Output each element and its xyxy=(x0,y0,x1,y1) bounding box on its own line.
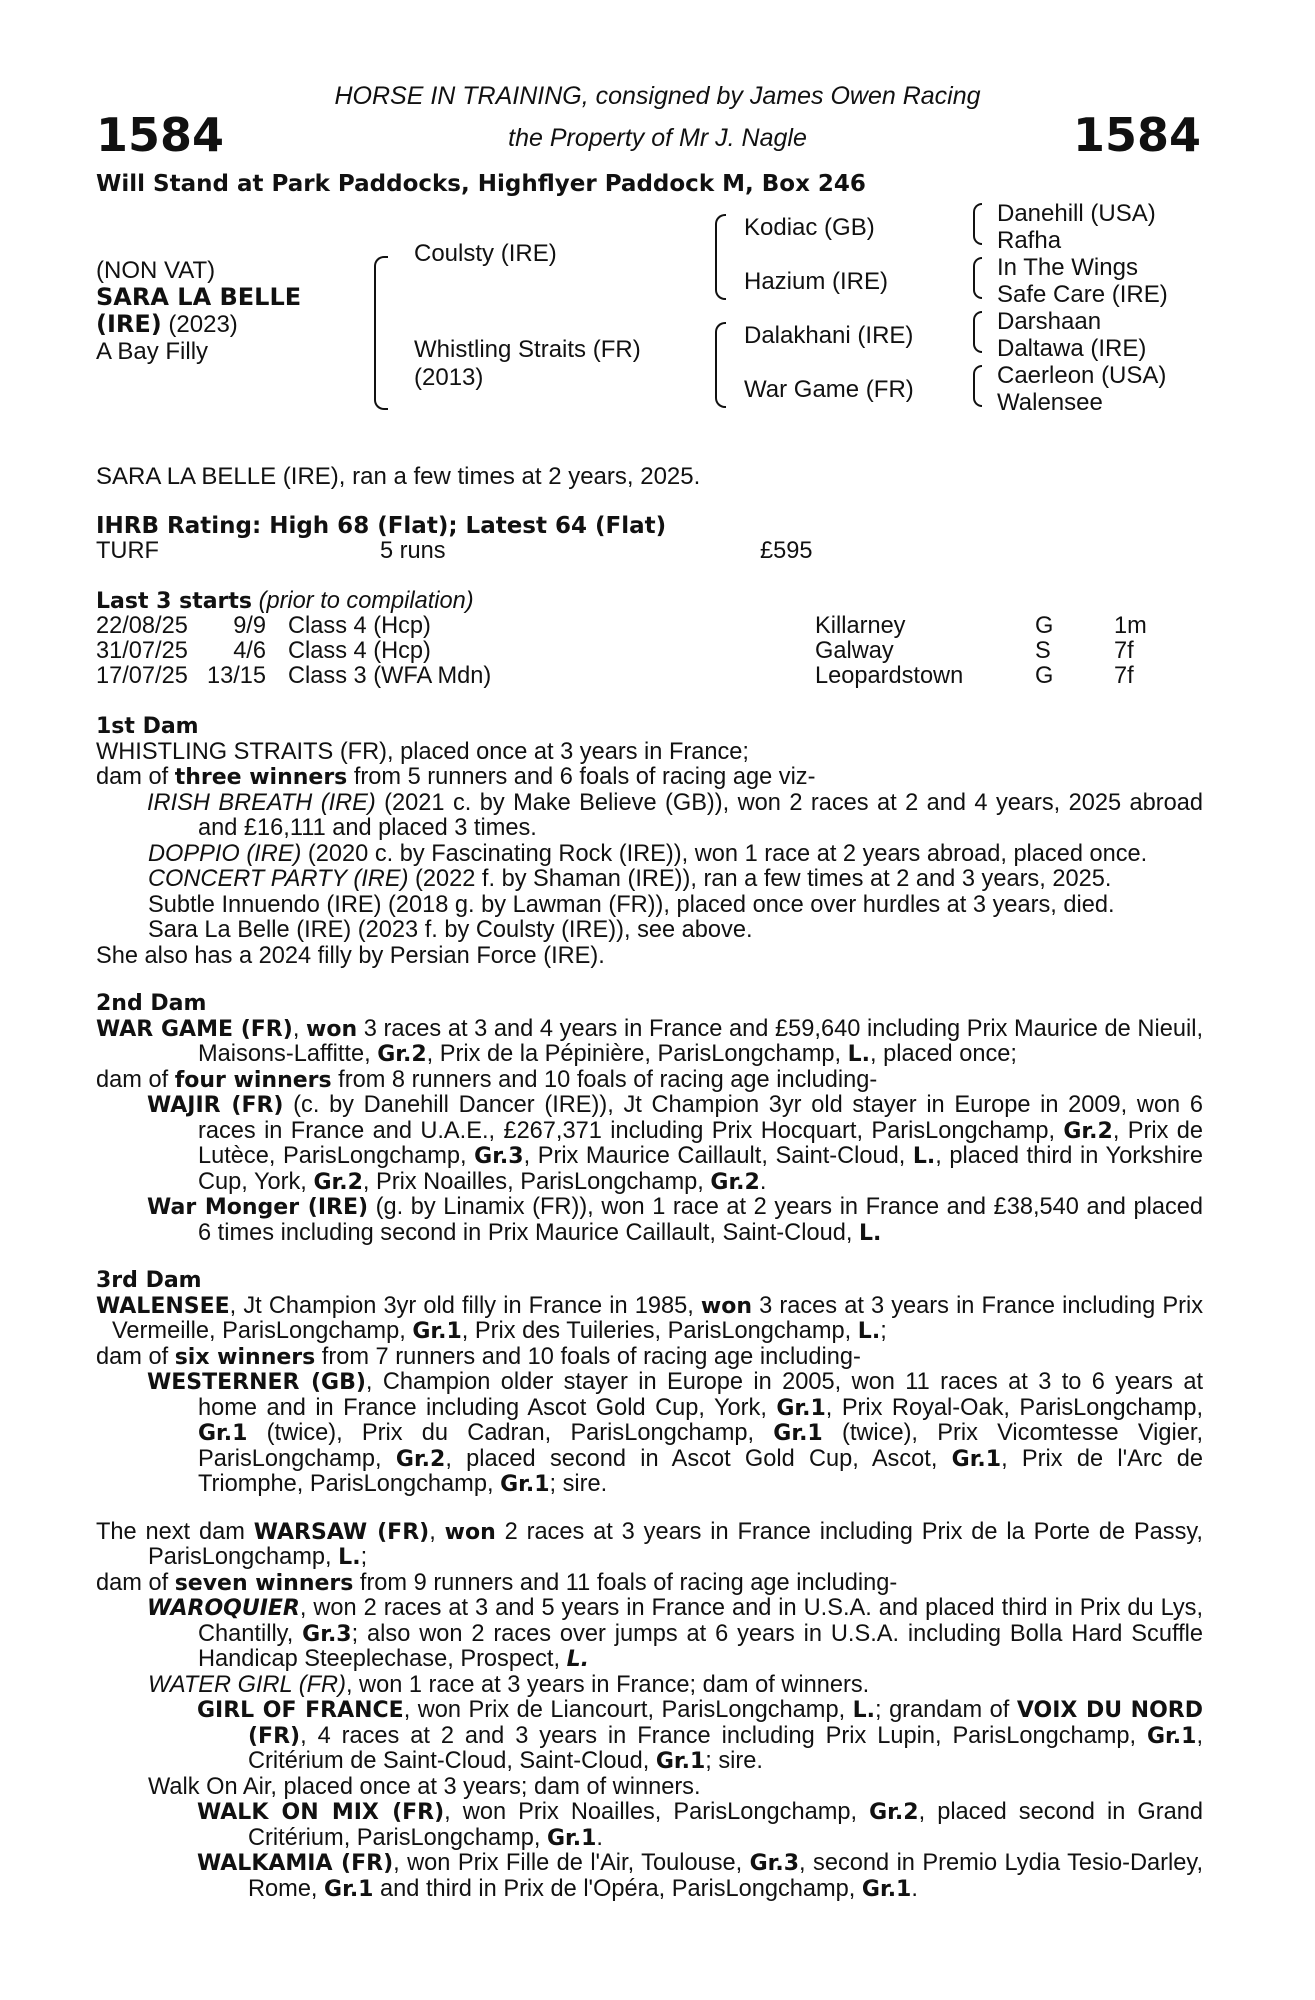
t: 3 races at 3 and 4 years in France and £59,640 including Prix Maurice de Nieuil, Maisons-Laffitte, xyxy=(198,1015,1203,1067)
t: (2021 c. by Make Believe (GB)), won 2 races at 2 and 4 years, 2025 abroad and £16,111 and placed 3 times. xyxy=(198,789,1203,841)
surface: TURF xyxy=(96,538,159,564)
won-label: won xyxy=(306,1016,358,1042)
dam-sire: Dalakhani (IRE) xyxy=(744,322,914,349)
dam-dam: War Game (FR) xyxy=(744,376,914,403)
t: . xyxy=(596,1824,603,1851)
horse-description: A Bay Filly xyxy=(96,338,209,365)
t: (g. by Linamix (FR)), won 1 race at 2 years in France and £38,540 and placed 6 times including second in Prix Maurice Caillault, Saint-Cloud, xyxy=(198,1194,1203,1246)
gen3-3: In The Wings xyxy=(997,254,1138,281)
t: ; xyxy=(360,1544,368,1570)
runs: 5 runs xyxy=(380,538,446,564)
grade: Gr.1 xyxy=(546,1825,597,1851)
offspring-irish-breath xyxy=(96,791,1203,842)
t: , placed second in Ascot Gold Cup, Ascot, xyxy=(445,1445,952,1472)
t: , placed second in Grand Critérium, ParisLongchamp, xyxy=(248,1799,1203,1851)
grade: L. xyxy=(857,1319,881,1344)
t: , won Prix Fille de l'Air, Toulouse, xyxy=(393,1850,750,1876)
t: , Critérium de Saint-Cloud, Saint-Cloud, xyxy=(248,1722,1203,1774)
grade: L. xyxy=(852,1698,876,1723)
start-going: S xyxy=(1035,638,1051,664)
last-starts-title: Last 3 starts xyxy=(96,589,253,614)
lot-number-right: 1584 xyxy=(1072,108,1201,162)
t: (twice), Prix Vicomtesse Vigier, ParisLongchamp, xyxy=(198,1420,1203,1472)
t: from 7 runners and 10 foals of racing age including- xyxy=(315,1343,861,1370)
grade: L. xyxy=(912,1144,936,1169)
offspring-westerner xyxy=(96,1370,1203,1498)
start-dist: 7f xyxy=(1114,663,1134,689)
start-course: Galway xyxy=(815,638,894,664)
t: , placed third in Yorkshire Cup, York, xyxy=(198,1143,1203,1195)
rating-title: IHRB Rating: High 68 (Flat); Latest 64 (Flat) xyxy=(96,513,667,539)
t: , Champion older stayer in Europe in 2005, won 11 races at 3 to 6 years at home and in France including Ascot Gold Cup, York, xyxy=(198,1369,1204,1421)
grade: Gr.3 xyxy=(302,1621,352,1647)
pedigree-bracket-sire xyxy=(715,214,726,300)
grade: Gr.1 xyxy=(1147,1723,1197,1749)
offspring-water-girl xyxy=(96,1673,1203,1699)
offspring-war-monger xyxy=(96,1195,1203,1246)
pedigree-bracket-g3 xyxy=(973,311,982,353)
t: , won 2 races at 3 and 5 years in France and in U.S.A. and placed third in Prix du Lys, Chantilly, xyxy=(198,1595,1203,1647)
t: , Prix de l'Arc de Triomphe, ParisLongchamp, xyxy=(198,1445,1203,1497)
t: , xyxy=(292,1015,307,1042)
pedigree-bracket-g1 xyxy=(973,203,982,245)
offspring-walkamia xyxy=(96,1851,1203,1902)
offspring-name: WAJIR (FR) xyxy=(147,1093,284,1118)
third-dam-line xyxy=(96,1294,1203,1345)
winners-count: three winners xyxy=(174,765,348,790)
t: , won Prix de Liancourt, ParisLongchamp, xyxy=(403,1697,853,1723)
grade: Gr.1 xyxy=(951,1446,1002,1472)
winners-count: four winners xyxy=(174,1067,332,1093)
grade: Gr.1 xyxy=(198,1421,248,1446)
grade: Gr.3 xyxy=(749,1851,800,1876)
won-label: won xyxy=(700,1293,753,1319)
dam-name: WAR GAME (FR) xyxy=(96,1016,293,1042)
earnings: £595 xyxy=(760,538,813,564)
start-course: Killarney xyxy=(815,613,906,639)
gen3-2: Rafha xyxy=(997,227,1062,254)
t: 3 races at 3 years in France including Prix Vermeille, ParisLongchamp, xyxy=(112,1292,1203,1344)
lot-number-left: 1584 xyxy=(96,108,225,162)
offspring-walk-on-mix xyxy=(96,1800,1203,1851)
offspring-doppio xyxy=(96,842,1203,868)
gen3-4: Safe Care (IRE) xyxy=(997,281,1168,308)
grandchild-name: VOIX DU NORD (FR) xyxy=(248,1698,1203,1749)
pedigree-bracket-dam xyxy=(715,322,726,408)
property-line: the Property of Mr J. Nagle xyxy=(508,124,807,152)
t: , Prix des Tuileries, ParisLongchamp, xyxy=(461,1318,858,1344)
next-dam-line xyxy=(96,1520,1203,1571)
first-dam-line: WHISTLING STRAITS (FR), placed once at 3 years in France; xyxy=(96,738,749,765)
sire: Coulsty (IRE) xyxy=(414,240,557,267)
t: , Prix Maurice Caillault, Saint-Cloud, xyxy=(523,1143,913,1169)
gen3-5: Darshaan xyxy=(997,308,1102,335)
start-going: G xyxy=(1035,613,1054,639)
t: (twice), Prix du Cadran, ParisLongchamp, xyxy=(247,1420,774,1446)
sire-sire: Kodiac (GB) xyxy=(744,214,875,241)
t: dam of xyxy=(96,1569,175,1596)
gen3-8: Walensee xyxy=(997,389,1103,416)
start-dist: 1m xyxy=(1114,613,1147,639)
second-dam-produce xyxy=(96,1068,1203,1094)
t: , second in Premio Lydia Tesio-Darley, Rome, xyxy=(248,1850,1204,1902)
dam-name: WARSAW (FR) xyxy=(253,1519,430,1545)
horse-country: (IRE) xyxy=(96,310,162,338)
winners-count: seven winners xyxy=(174,1570,354,1596)
horse-name: SARA LA BELLE xyxy=(96,283,302,311)
t: dam of xyxy=(96,764,175,790)
t: , Jt Champion 3yr old filly in France in 1985, xyxy=(229,1292,701,1319)
first-dam-heading: 1st Dam xyxy=(96,714,199,739)
start-date: 22/08/25 xyxy=(96,613,188,639)
pedigree-bracket-g4 xyxy=(973,365,982,407)
dam: Whistling Straits (FR) xyxy=(414,336,641,363)
start-date: 17/07/25 xyxy=(96,663,188,689)
t: The next dam xyxy=(96,1518,254,1545)
offspring-name: WATER GIRL (FR) xyxy=(148,1671,346,1698)
offspring-name: WAROQUIER xyxy=(147,1596,300,1621)
consignor-line: HORSE IN TRAINING, consigned by James Owen Racing xyxy=(334,82,981,110)
t: from 9 runners and 11 foals of racing age including- xyxy=(353,1569,898,1596)
vat-status: (NON VAT) xyxy=(96,257,216,284)
start-pos: 9/9 xyxy=(233,613,266,639)
gen3-7: Caerleon (USA) xyxy=(997,362,1167,389)
t: . xyxy=(759,1168,767,1195)
pedigree-bracket-g2 xyxy=(973,257,982,299)
offspring-name: WALK ON MIX (FR) xyxy=(197,1800,445,1825)
t: (2022 f. by Shaman (IRE)), ran a few times at 2 and 3 years, 2025. xyxy=(408,866,1112,892)
race-summary: SARA LA BELLE (IRE), ran a few times at 2 years, 2025. xyxy=(96,463,701,490)
offspring-subtle-innuendo: Subtle Innuendo (IRE) (2018 g. by Lawman (FR)), placed once over hurdles at 3 years, died. xyxy=(148,891,1115,918)
third-dam-produce xyxy=(96,1345,1203,1371)
t: ; also won 2 races over jumps at 6 years in U.S.A. including Bolla Hard Scuffle Handicap Steeplechase, Prospect, xyxy=(198,1620,1203,1672)
t: , Prix de la Pépinière, ParisLongchamp, xyxy=(426,1041,848,1067)
t: dam of xyxy=(96,1066,175,1093)
grade: L. xyxy=(858,1220,882,1246)
winners-count: six winners xyxy=(174,1344,316,1370)
t: (2020 c. by Fascinating Rock (IRE)), won 1 race at 2 years abroad, placed once. xyxy=(301,840,1148,867)
grade: Gr.1 xyxy=(324,1876,374,1902)
grade: Gr.3 xyxy=(474,1144,524,1169)
start-race: Class 3 (WFA Mdn) xyxy=(288,663,492,689)
gen3-6: Daltawa (IRE) xyxy=(997,335,1147,362)
offspring-name: War Monger (IRE) xyxy=(147,1195,369,1220)
sire-dam: Hazium (IRE) xyxy=(744,268,889,295)
grade: L. xyxy=(338,1545,361,1570)
t: dam of xyxy=(96,1343,175,1370)
offspring-name: CONCERT PARTY (IRE) xyxy=(148,866,409,892)
t: . xyxy=(911,1875,918,1902)
pedigree-notes xyxy=(96,714,1203,1902)
t: 2 races at 3 years in France including Prix de la Porte de Passy, ParisLongchamp, xyxy=(148,1518,1203,1570)
t: ; grandam of xyxy=(875,1697,1017,1723)
won-label: won xyxy=(444,1519,496,1545)
offspring-name: GIRL OF FRANCE xyxy=(197,1698,404,1723)
grade: Gr.1 xyxy=(776,1395,826,1421)
start-date: 31/07/25 xyxy=(96,638,188,664)
offspring-name: WESTERNER (GB) xyxy=(147,1370,366,1395)
t: ; sire. xyxy=(549,1471,608,1497)
offspring-concert-party xyxy=(96,867,1203,893)
t: , Prix Royal-Oak, ParisLongchamp, xyxy=(825,1394,1203,1421)
grade: Gr.1 xyxy=(412,1319,462,1344)
pedigree-bracket-main xyxy=(374,256,388,410)
offspring-waroquier xyxy=(96,1596,1203,1673)
horse-identity xyxy=(96,257,301,365)
grade: Gr.1 xyxy=(655,1749,706,1774)
grade: Gr.2 xyxy=(869,1800,919,1825)
offspring-name: WALKAMIA (FR) xyxy=(197,1851,394,1876)
offspring-wajir xyxy=(96,1093,1203,1195)
offspring-walk-on-air: Walk On Air, placed once at 3 years; dam of winners. xyxy=(148,1773,701,1800)
t: , Prix de Lutèce, ParisLongchamp, xyxy=(198,1117,1203,1169)
t: , 4 races at 2 and 3 years in France including Prix Lupin, ParisLongchamp, xyxy=(300,1722,1147,1749)
dam-name: WALENSEE xyxy=(96,1293,230,1319)
stand-location: Will Stand at Park Paddocks, Highflyer Paddock M, Box 246 xyxy=(96,171,866,197)
grade: L. xyxy=(847,1042,871,1067)
t: , won Prix Noailles, ParisLongchamp, xyxy=(444,1799,870,1825)
first-dam-2024-filly: She also has a 2024 filly by Persian Force (IRE). xyxy=(96,942,605,969)
start-pos: 13/15 xyxy=(206,663,266,689)
start-race: Class 4 (Hcp) xyxy=(288,613,431,639)
gen3-1: Danehill (USA) xyxy=(997,200,1156,227)
last-starts-heading xyxy=(96,588,474,615)
offspring-name: DOPPIO (IRE) xyxy=(148,840,302,867)
t: ; sire. xyxy=(705,1748,763,1774)
start-race: Class 4 (Hcp) xyxy=(288,638,431,664)
t: ; xyxy=(880,1318,887,1344)
start-dist: 7f xyxy=(1114,638,1134,664)
grade: Gr.1 xyxy=(861,1876,912,1902)
grade: Gr.2 xyxy=(313,1169,363,1195)
grade: Gr.1 xyxy=(773,1421,823,1446)
t: from 5 runners and 6 foals of racing age viz- xyxy=(347,764,816,790)
last-starts-note: (prior to compilation) xyxy=(258,588,474,614)
t: , won 1 race at 3 years in France; dam of winners. xyxy=(345,1671,870,1698)
grade: Gr.2 xyxy=(377,1042,427,1067)
grade: Gr.2 xyxy=(395,1446,446,1472)
t: from 8 runners and 10 foals of racing age including- xyxy=(331,1066,878,1093)
grade: L. xyxy=(566,1647,589,1672)
horse-origin xyxy=(96,311,301,338)
horse-year: (2023) xyxy=(161,311,238,338)
t: , xyxy=(429,1518,445,1545)
offspring-name: IRISH BREATH (IRE) xyxy=(147,789,376,816)
start-going: G xyxy=(1035,663,1054,689)
t: , Prix Noailles, ParisLongchamp, xyxy=(362,1168,711,1195)
start-pos: 4/6 xyxy=(233,638,266,664)
third-dam-heading: 3rd Dam xyxy=(96,1268,202,1293)
next-dam-produce xyxy=(96,1571,1203,1597)
start-course: Leopardstown xyxy=(815,663,964,689)
t: , placed once; xyxy=(870,1041,1017,1067)
grade: Gr.2 xyxy=(1063,1118,1113,1144)
t: (c. by Danehill Dancer (IRE)), Jt Champion 3yr old stayer in Europe in 2009, won 6 races in France and U.A.E., £267,371 including Prix Hocquart, ParisLongchamp, xyxy=(198,1092,1203,1144)
grade: Gr.1 xyxy=(500,1472,550,1497)
first-dam-produce xyxy=(96,765,1203,791)
grade: Gr.2 xyxy=(710,1169,760,1195)
offspring-girl-of-france xyxy=(96,1698,1203,1775)
second-dam-heading: 2nd Dam xyxy=(96,991,207,1016)
offspring-sara-la-belle: Sara La Belle (IRE) (2023 f. by Coulsty (IRE)), see above. xyxy=(148,917,753,943)
second-dam-line xyxy=(96,1017,1203,1068)
t: and third in Prix de l'Opéra, ParisLongchamp, xyxy=(373,1875,862,1902)
dam-year: (2013) xyxy=(414,364,484,391)
